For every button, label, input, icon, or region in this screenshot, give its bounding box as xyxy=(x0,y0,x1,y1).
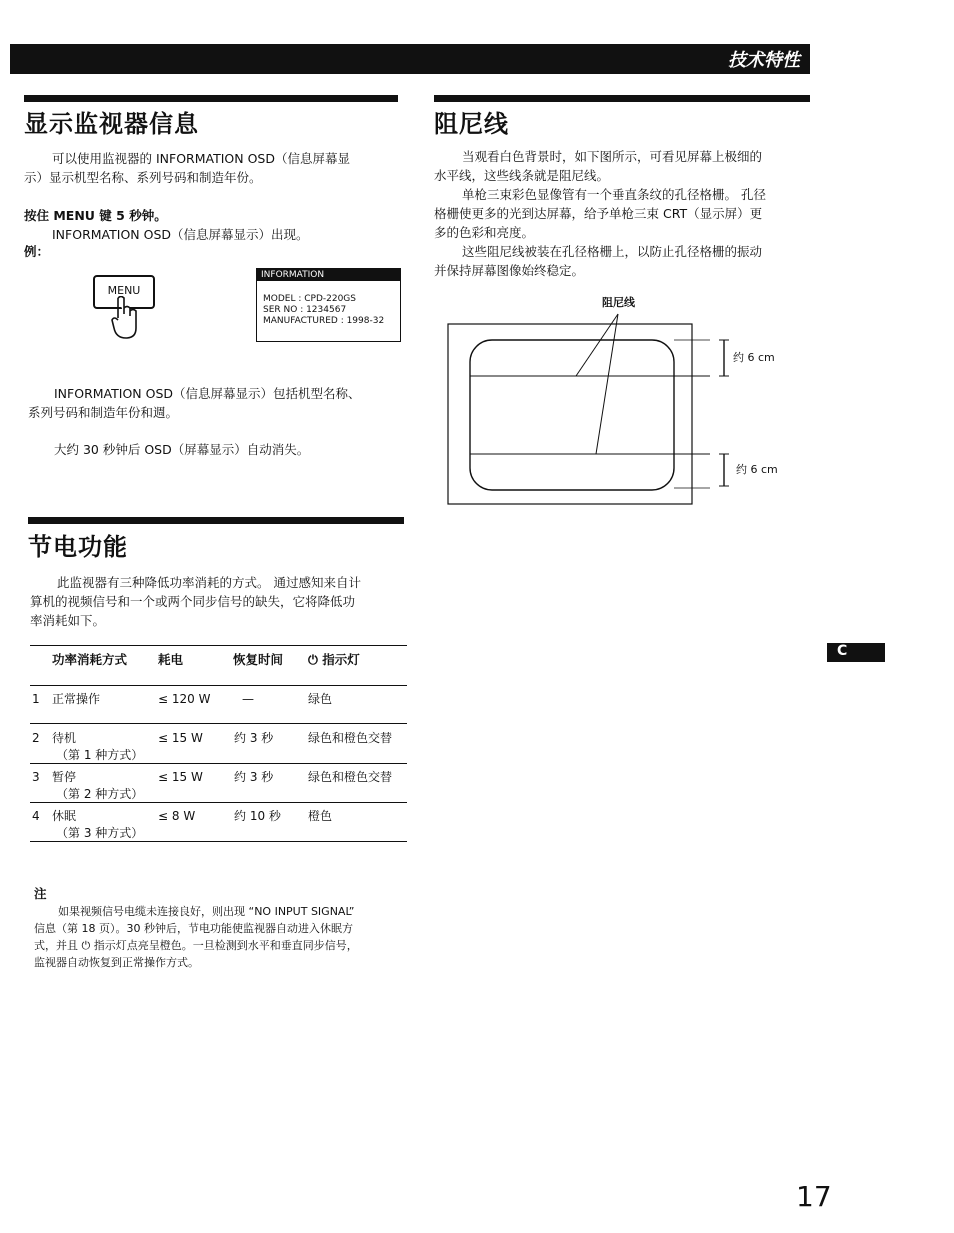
row-mode-sub: （第 1 种方式） xyxy=(56,748,144,762)
row-time: 约 10 秒 xyxy=(234,809,281,823)
row-number: 4 xyxy=(32,809,40,823)
row-mode: 待机 xyxy=(52,731,77,745)
row-mode: 休眠 xyxy=(52,809,77,823)
row-number: 2 xyxy=(32,731,40,745)
pointing-hand-icon xyxy=(108,296,148,342)
row-power: ≤ 15 W xyxy=(158,731,203,745)
row-time: 约 3 秒 xyxy=(234,770,274,784)
osd-serial: SER NO : 1234567 xyxy=(263,305,347,315)
table-rule xyxy=(30,685,407,686)
table-header: 功率消耗方式 xyxy=(52,652,128,667)
damper-para-3-line-2: 并保持屏幕图像始终稳定。 xyxy=(434,263,585,278)
table-rule xyxy=(30,723,407,724)
row-power: ≤ 15 W xyxy=(158,770,203,784)
power-intro-line-2: 算机的视频信号和一个或两个同步信号的缺失，它将降低功 xyxy=(30,594,356,609)
table-rule xyxy=(30,763,407,764)
power-table xyxy=(30,645,407,845)
damper-diagram-label: 阻尼线 xyxy=(602,296,635,309)
damper-para-1-line-1: 当观看白色背景时，如下图所示，可看见屏幕上极细的 xyxy=(462,149,763,164)
row-led: 绿色 xyxy=(308,692,333,706)
side-tab xyxy=(827,643,885,662)
section-title-info: 显示监视器信息 xyxy=(24,110,199,138)
info-step: 按住 MENU 键 5 秒钟。 xyxy=(24,208,167,223)
row-power: ≤ 8 W xyxy=(158,809,196,823)
row-time: — xyxy=(242,692,254,706)
row-mode-sub: （第 3 种方式） xyxy=(56,826,144,840)
info-intro-line-1: 可以使用监视器的 INFORMATION OSD（信息屏幕显 xyxy=(52,151,350,166)
dimension-bottom: 约 6 cm xyxy=(736,463,778,476)
note-line-4: 监视器自动恢复到正常操作方式。 xyxy=(34,956,199,969)
damper-para-1-line-2: 水平线，这些线条就是阻尼线。 xyxy=(434,168,610,183)
row-number: 3 xyxy=(32,770,40,784)
row-mode-sub: （第 2 种方式） xyxy=(56,787,144,801)
damper-para-3-line-1: 这些阻尼线被装在孔径格栅上，以防止孔径格栅的振动 xyxy=(462,244,763,259)
table-rule xyxy=(30,841,407,842)
dimension-marker-icon xyxy=(716,338,732,488)
damper-para-2-line-3: 多的色彩和亮度。 xyxy=(434,225,535,240)
table-header: 耗电 xyxy=(158,652,184,667)
table-header: 恢复时间 xyxy=(233,652,284,667)
info-intro-line-2: 示）显示机型名称、系列号码和制造年份。 xyxy=(24,170,262,185)
osd-manufactured: MANUFACTURED : 1998-32 xyxy=(263,316,385,326)
info-step-result: INFORMATION OSD（信息屏幕显示）出现。 xyxy=(52,227,309,242)
osd-header: INFORMATION xyxy=(257,269,400,281)
row-led: 绿色和橙色交替 xyxy=(308,731,393,745)
row-mode: 暂停 xyxy=(52,770,77,784)
row-time: 约 3 秒 xyxy=(234,731,274,745)
note-title: 注 xyxy=(34,886,47,901)
info-desc-2: 大约 30 秒钟后 OSD（屏幕显示）自动消失。 xyxy=(54,442,310,457)
damper-diagram xyxy=(440,308,710,508)
note-line-1: 如果视频信号电缆未连接良好，则出现 “NO INPUT SIGNAL” xyxy=(58,905,355,918)
section-title-power: 节电功能 xyxy=(28,533,128,561)
section-rule xyxy=(24,95,398,102)
menu-button-label: MENU xyxy=(107,284,141,297)
header-title: 技术特性 xyxy=(728,50,800,71)
section-rule xyxy=(28,517,404,524)
side-tab-label: C xyxy=(837,643,848,659)
row-power: ≤ 120 W xyxy=(158,692,211,706)
row-led: 橙色 xyxy=(308,809,333,823)
power-intro-line-1: 此监视器有三种降低功率消耗的方式。 通过感知来自计 xyxy=(57,575,361,590)
info-desc-line-2: 系列号码和制造年份和週。 xyxy=(28,405,179,420)
header-bar xyxy=(10,44,810,74)
table-header: ⏻ 指示灯 xyxy=(308,652,360,667)
osd-model: MODEL : CPD-220GS xyxy=(263,294,356,304)
section-rule xyxy=(434,95,810,102)
section-title-damper: 阻尼线 xyxy=(434,110,509,138)
note-line-2: 信息（第 18 页）。30 秒钟后，节电功能使监视器自动进入休眠方 xyxy=(34,922,353,935)
row-number: 1 xyxy=(32,692,40,706)
information-osd xyxy=(256,268,401,342)
damper-para-2-line-2: 格栅使更多的光到达屏幕，给予单枪三束 CRT（显示屏）更 xyxy=(434,206,763,221)
power-intro-line-3: 率消耗如下。 xyxy=(30,613,106,628)
info-desc-line-1: INFORMATION OSD（信息屏幕显示）包括机型名称、 xyxy=(54,386,361,401)
note-line-3: 式，并且 ⏻ 指示灯点亮呈橙色。一旦检测到水平和垂直同步信号， xyxy=(34,939,358,952)
page-number: 17 xyxy=(796,1180,832,1213)
row-mode: 正常操作 xyxy=(52,692,101,706)
dimension-top: 约 6 cm xyxy=(733,351,775,364)
table-rule xyxy=(30,645,407,646)
damper-para-2-line-1: 单枪三束彩色显像管有一个垂直条纹的孔径格栅。 孔径 xyxy=(462,187,766,202)
table-rule xyxy=(30,802,407,803)
example-label: 例： xyxy=(24,244,50,259)
row-led: 绿色和橙色交替 xyxy=(308,770,393,784)
